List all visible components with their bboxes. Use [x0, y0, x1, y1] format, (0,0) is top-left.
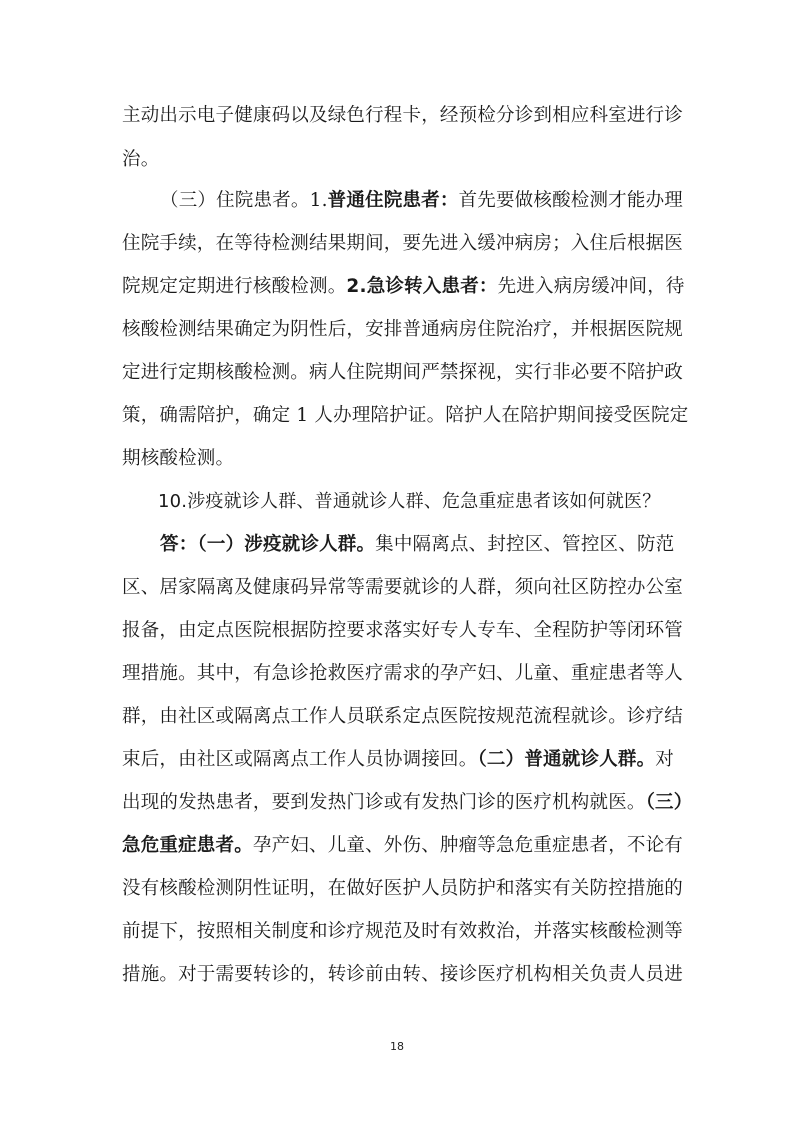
paragraph-line: 束后，由社区或隔离点工作人员协调接回。（二）普通就诊人群。对	[122, 749, 674, 770]
bold-heading: 急危重症患者。	[122, 835, 253, 856]
paragraph-line: 出现的发热患者，要到发热门诊或有发热门诊的医疗机构就医。（三）	[122, 792, 693, 813]
paragraph-line: 答：（一）涉疫就诊人群。集中隔离点、封控区、管控区、防范	[160, 534, 675, 555]
paragraph-line: 策，确需陪护，确定 1 人办理陪护证。陪护人在陪护期间接受医院定	[122, 405, 689, 426]
paragraph-line: 核酸检测结果确定为阴性后，安排普通病房住院治疗，并根据医院规	[122, 319, 684, 340]
bold-heading: 普通住院患者：	[327, 190, 459, 211]
bold-heading: （三）	[645, 792, 693, 813]
paragraph-line: 群，由社区或隔离点工作人员联系定点医院按规范流程就诊。诊疗结	[122, 706, 684, 727]
paragraph-line: 报备，由定点医院根据防控要求落实好专人专车、全程防护等闭环管	[122, 620, 684, 641]
paragraph-line: （三）住院患者。1.普通住院患者：首先要做核酸检测才能办理	[160, 190, 683, 211]
paragraph-line: 院规定定期进行核酸检测。2.急诊转入患者：先进入病房缓冲间，待	[122, 276, 685, 297]
bold-heading: （二）普通就诊人群。	[477, 749, 656, 770]
paragraph-line: 主动出示电子健康码以及绿色行程卡，经预检分诊到相应科室进行诊	[122, 105, 684, 126]
paragraph-line: 理措施。其中，有急诊抢救医疗需求的孕产妇、儿童、重症患者等人	[122, 663, 684, 684]
paragraph-line: 区、居家隔离及健康码异常等需要就诊的人群，须向社区防控办公室	[122, 577, 684, 598]
paragraph-line: 期核酸检测。	[122, 448, 235, 469]
paragraph-line: 住院手续，在等待检测结果期间，要先进入缓冲病房；入住后根据医	[122, 233, 684, 254]
paragraph-line: 前提下，按照相关制度和诊疗规范及时有效救治，并落实核酸检测等	[122, 921, 684, 942]
paragraph-line: 没有核酸检测阴性证明，在做好医护人员防护和落实有关防控措施的	[122, 878, 684, 899]
question-heading: 10.涉疫就诊人群、普通就诊人群、危急重症患者该如何就医？	[158, 491, 661, 512]
paragraph-line: 定进行定期核酸检测。病人住院期间严禁探视，实行非必要不陪护政	[122, 362, 684, 383]
paragraph-line: 急危重症患者。孕产妇、儿童、外伤、肿瘤等急危重症患者，不论有	[122, 835, 684, 856]
page-number: 18	[390, 1040, 404, 1053]
bold-heading: 2.急诊转入患者：	[346, 276, 498, 297]
bold-heading: 答：（一）涉疫就诊人群。	[160, 534, 376, 555]
paragraph-line: 措施。对于需要转诊的，转诊前由转、接诊医疗机构相关负责人员进	[122, 964, 684, 985]
paragraph-line: 治。	[122, 149, 160, 170]
